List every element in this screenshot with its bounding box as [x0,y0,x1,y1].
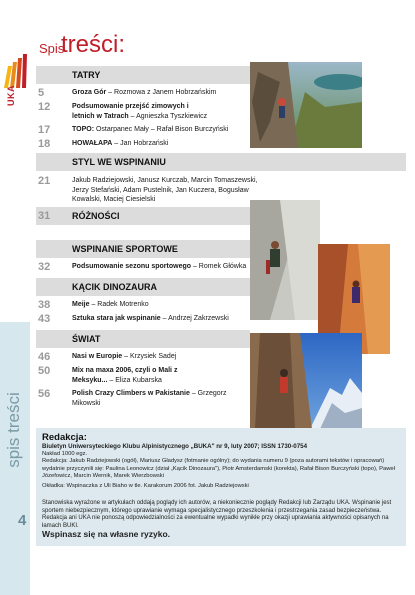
entry-page: 5 [38,87,45,99]
entry-author: – Rozmowa z Janem Hobrzańskim [106,89,217,96]
logo-text: UKA [6,85,16,106]
toc-entry[interactable] [36,351,250,363]
section-heading: KĄCIK DINOZAURA [36,278,250,296]
photo-sport-climber [250,200,320,320]
editorial-cover: Okładka: Wspinaczka z Uli Biaho w tle. Karakorum 2006 fot. Jakub Radziejowski [42,482,249,489]
section-dinozaura [36,278,250,325]
entry-page: 18 [38,138,51,150]
entry-page: 43 [38,313,51,325]
entry-author: – Agnieszka Tyszkiewicz [128,112,208,120]
section-sportowe [36,240,250,273]
toc-entry[interactable] [36,261,250,273]
section-title: RÓŻNOŚCI [72,211,120,221]
entry-title: Polish Crazy Climbers w Pakistanie [72,390,190,397]
photo-tatry-climber [250,62,362,148]
toc-entry[interactable] [36,299,250,311]
page-number: 4 [18,512,27,529]
section-roznosci[interactable] [36,207,250,225]
entry-title: Mix na maxa 2006, czyli o Mali z Meksyku... [72,367,178,384]
toc-entry[interactable] [36,175,406,205]
entry-author: – Andrzej Zakrzewski [160,315,229,322]
entry-page: 31 [38,210,51,222]
entry-page: 46 [38,351,51,363]
entry-title: Nasi w Europie [72,353,123,360]
toc-entry[interactable] [36,124,250,136]
toc-entry[interactable] [36,138,250,150]
entry-author: – Eliza Kubarska [107,376,162,384]
entry-author: – Radek Motrenko [89,301,149,308]
entry-page: 12 [38,101,51,113]
title-tresci: treści: [61,31,126,58]
section-tatry [36,66,250,150]
entry-authors: Jakub Radziejowski, Janusz Kurczab, Marcin Tomaszewski, Jerzy Stefański, Adam Pustelnik, Jan Kuczera, Bogusław Kowalski, Maciej Ciesielski [72,177,258,203]
entry-title: TOPO: [72,126,95,133]
entry-author: Ostarpanec Mały – Rafał Bison Burczyński [94,126,229,133]
toc-entry[interactable] [36,388,250,408]
section-heading: TATRY [36,66,250,84]
entry-title: Meije [72,301,90,308]
entry-author: – Romek Główka [191,263,247,270]
entry-page: 21 [38,175,51,187]
disclaimer-p1: Stanowiska wyrażone w artykułach oddają poglądy ich autorów, a niekoniecznie poglądy Redakcji lub Zarządu UKA. Wspinanie jest sportem niebezpiecznym, którego uprawianie wymaga specjalistycznego przeszkolenia i przestrzegania zasad bezpieczeństwa. [42,500,392,514]
section-swiat [36,330,250,408]
entry-page: 56 [38,388,51,400]
side-section-label: spis treści [4,392,23,468]
entry-author: – Krzysiek Sadej [122,353,177,360]
photo-world-climber [250,333,362,429]
entry-title: Podsumowanie sezonu sportowego [72,263,192,270]
left-gutter [0,0,30,595]
editorial-title: Redakcja: [42,432,87,443]
editorial-staff: Redakcja: Jakub Radziejowski (ogół), Mariusz Gładysz (fotmanie ogólny); do wydania numeru 9 (poza autorami tekstów i opracowań) wydatnie przyczynili się: Paulina Leonowicz (dział „Kącik Dinozaura"), Piotr Amsterdamski (korekta), Rafał Bison Burczyński (topo), Paweł Józefowicz, Marcin Wernik, Marek Wierzbowski [42,458,395,479]
disclaimer-p2: Redakcja ani UKA nie ponoszą odpowiedzialności za ewentualne wypadki wynikłe przy okazji uprawiania aktywności opisanych na łamach BUKI. [42,515,389,529]
section-heading: WSPINANIE SPORTOWE [36,240,250,258]
entry-title: Sztuka stara jak wspinanie [72,315,161,322]
disclaimer [42,500,402,539]
toc-entry[interactable] [36,101,250,122]
entry-author: – Grzegorz Mikowski [72,390,227,407]
entry-title: HOWAŁAPA [72,140,113,147]
title-spis: Spis [39,41,65,56]
section-styl [36,153,406,205]
toc-entry[interactable] [36,87,250,99]
entry-page: 50 [38,365,51,377]
section-heading: STYL WE WSPINANIU [36,153,406,171]
editorial-issue: Biuletyn Uniwersyteckiego Klubu Alpinistycznego „BUKA" nr 9, luty 2007; ISSN 1730-0754 [42,443,308,450]
entry-author: – Jan Hobrzański [112,140,169,147]
toc-entry[interactable] [36,313,250,325]
toc-entry[interactable] [36,365,250,386]
section-heading [36,207,250,225]
entry-page: 17 [38,124,51,136]
editorial-print-run: Nakład 1000 egz. [42,450,88,457]
entry-title: Groza Gór [72,89,107,96]
disclaimer-warning: Wspinasz się na własne ryzyko. [42,529,171,540]
entry-title: Podsumowanie przejść zimowych i letnich w Tatrach [72,103,189,120]
entry-page: 38 [38,299,51,311]
section-heading: ŚWIAT [36,330,250,348]
entry-page: 32 [38,261,51,273]
